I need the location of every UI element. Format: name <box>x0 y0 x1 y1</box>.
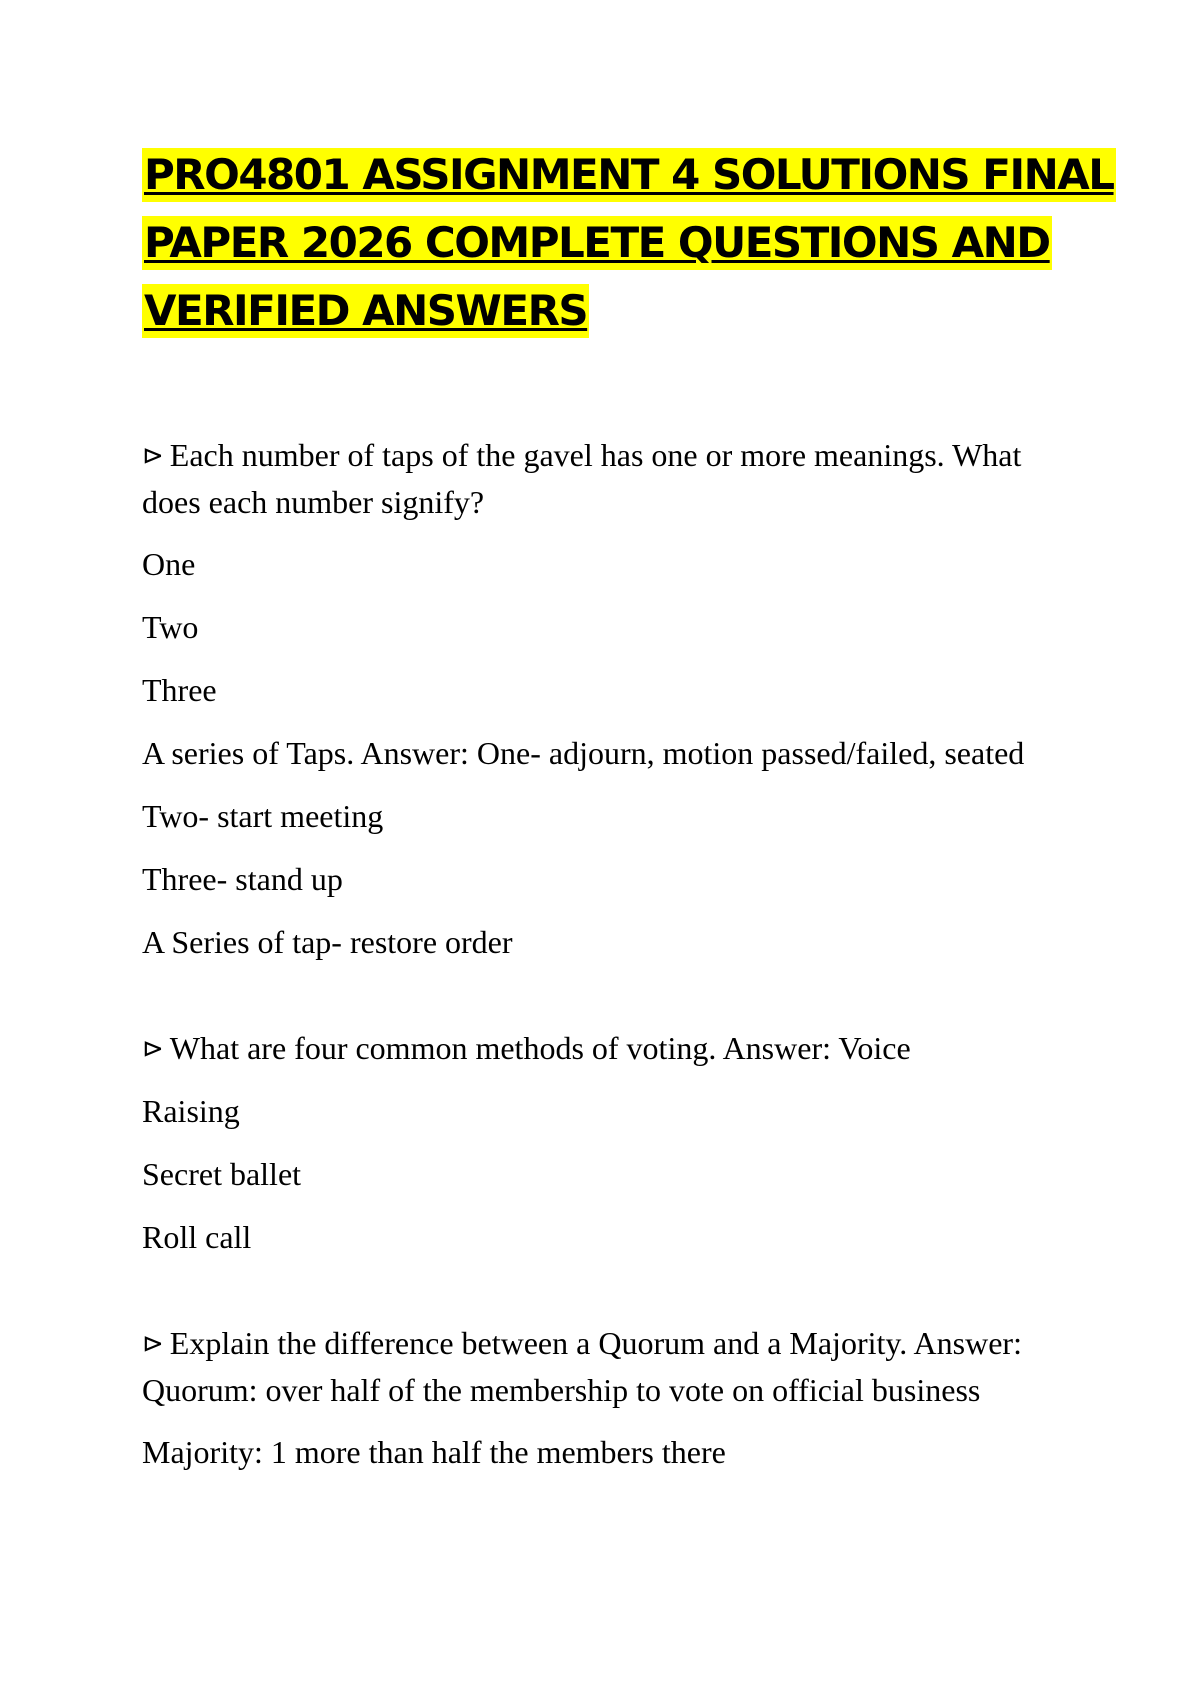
question-block <box>142 432 1042 963</box>
answer-line: Secret ballet <box>142 1156 302 1192</box>
answer-line: Two- start meeting <box>142 798 384 834</box>
document-body <box>142 432 1042 1535</box>
arrow-bullet-icon: ⊳ <box>142 441 164 470</box>
title-line: PAPER 2026 COMPLETE QUESTIONS AND <box>142 216 1052 270</box>
question-text <box>142 432 1042 525</box>
answer-line: A Series of tap- restore order <box>142 924 513 960</box>
question-label: What are four common methods of voting. Answer: Voice <box>169 1030 911 1066</box>
answer-line: Three- stand up <box>142 861 343 897</box>
question-block <box>142 1320 1042 1473</box>
answer-line: A series of Taps. Answer: One- adjourn, motion passed/failed, seated <box>142 735 1025 771</box>
title-line: VERIFIED ANSWERS <box>142 284 589 338</box>
title-line: PRO4801 ASSIGNMENT 4 SOLUTIONS FINAL <box>142 148 1116 202</box>
question-text <box>142 1320 1042 1413</box>
arrow-bullet-icon: ⊳ <box>142 1034 164 1063</box>
answer-line: One <box>142 546 196 582</box>
question-label: Each number of taps of the gavel has one or more meanings. What does each number signify? <box>142 437 1022 520</box>
answer-line: Roll call <box>142 1219 252 1255</box>
question-text <box>142 1025 1042 1072</box>
arrow-bullet-icon: ⊳ <box>142 1329 164 1358</box>
question-label: Explain the difference between a Quorum and a Majority. Answer: Quorum: over half of the membership to vote on official business <box>142 1325 1022 1408</box>
answer-line: Raising <box>142 1093 240 1129</box>
question-block <box>142 1025 1042 1258</box>
answer-line: Three <box>142 672 217 708</box>
document-title <box>142 148 1114 352</box>
answer-line: Two <box>142 609 199 645</box>
answer-line: Majority: 1 more than half the members there <box>142 1434 726 1470</box>
